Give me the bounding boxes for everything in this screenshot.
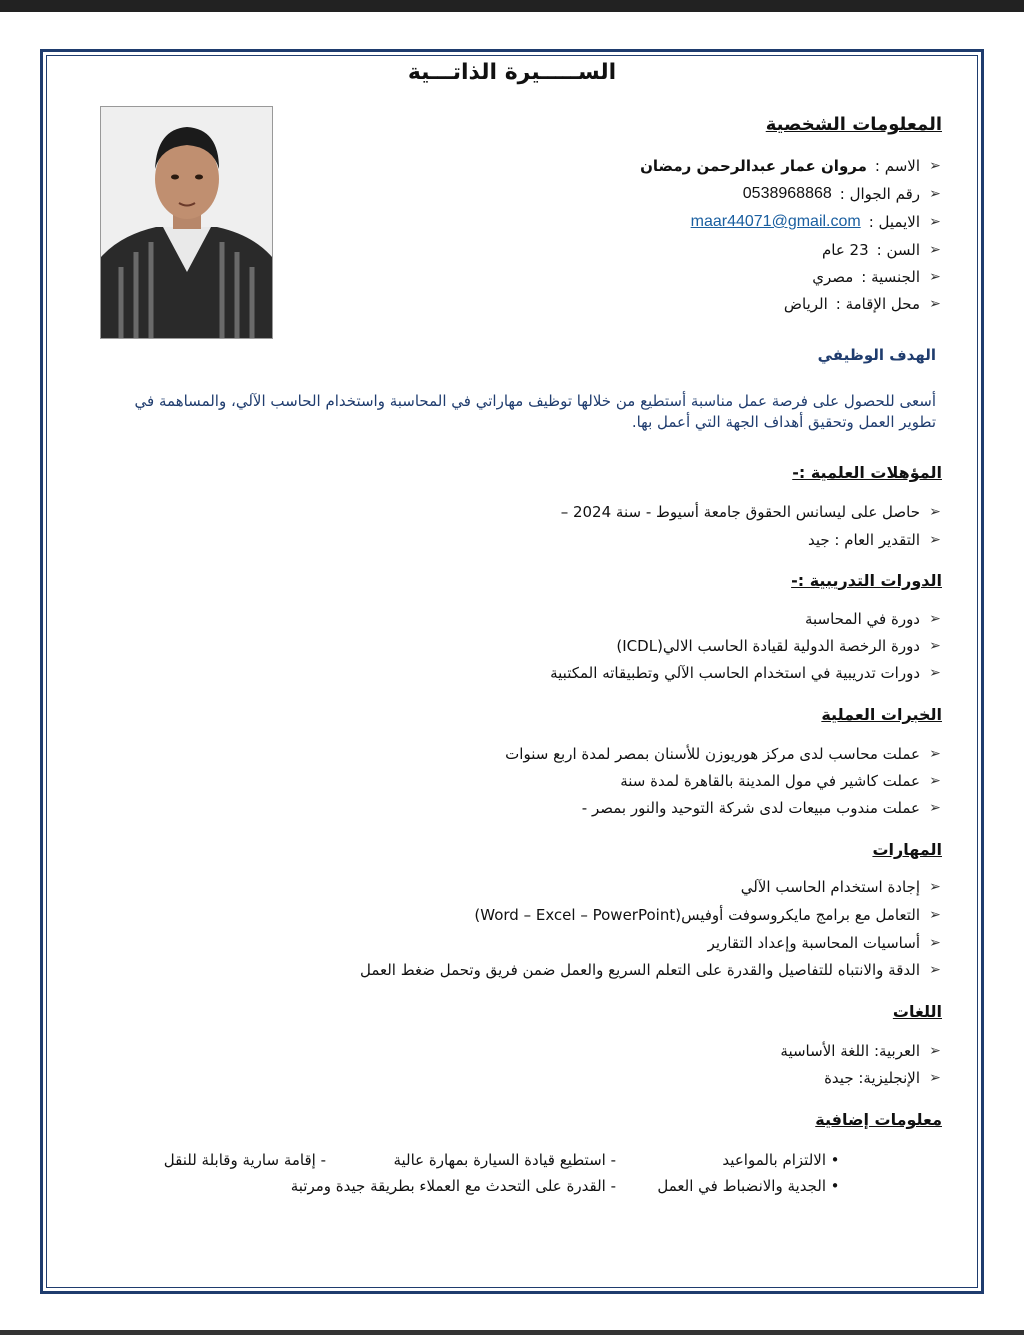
course-text: دورة الرخصة الدولية لقيادة الحاسب الالي(ICDL) bbox=[616, 637, 920, 655]
email-label: الايميل : bbox=[868, 213, 920, 231]
phone-label: رقم الجوال : bbox=[839, 185, 920, 203]
extra-item: - القدرة على التحدث مع العملاء بطريقة جيدة ومرتبة bbox=[290, 1177, 616, 1195]
list-item bbox=[808, 531, 942, 549]
skills-heading: المهارات bbox=[872, 840, 942, 859]
profile-photo bbox=[100, 106, 273, 339]
list-item bbox=[708, 934, 942, 952]
arrow-bullet-icon: ➢ bbox=[929, 611, 941, 627]
residence-value: الرياض bbox=[783, 295, 828, 313]
arrow-bullet-icon: ➢ bbox=[929, 746, 941, 762]
arrow-bullet-icon: ➢ bbox=[929, 296, 941, 312]
arrow-bullet-icon: ➢ bbox=[929, 800, 941, 816]
list-item bbox=[474, 906, 942, 924]
objective-heading: الهدف الوظيفي bbox=[817, 346, 936, 364]
dot-bullet-icon: • bbox=[830, 1177, 840, 1195]
course-text: دورة في المحاسبة bbox=[804, 610, 920, 628]
age-row bbox=[822, 241, 942, 259]
nationality-label: الجنسية : bbox=[861, 268, 920, 286]
list-item bbox=[741, 878, 942, 896]
arrow-bullet-icon: ➢ bbox=[929, 269, 941, 285]
arrow-bullet-icon: ➢ bbox=[929, 504, 941, 520]
arrow-bullet-icon: ➢ bbox=[929, 242, 941, 258]
list-item bbox=[561, 503, 942, 521]
arrow-bullet-icon: ➢ bbox=[929, 532, 941, 548]
extra-item: - إقامة سارية وقابلة للنقل bbox=[163, 1151, 326, 1169]
arrow-bullet-icon: ➢ bbox=[929, 1070, 941, 1086]
qualification-text: التقدير العام : جيد bbox=[807, 531, 920, 549]
skill-text: أساسيات المحاسبة وإعداد التقارير bbox=[707, 934, 920, 952]
experience-text: عملت محاسب لدى مركز هوريوزن للأسنان بمصر لمدة اربع سنوات bbox=[505, 745, 920, 763]
nationality-row bbox=[812, 268, 942, 286]
document-title: الســـــيرة الذاتـــية bbox=[407, 60, 617, 85]
residence-label: محل الإقامة : bbox=[835, 295, 920, 313]
dot-bullet-icon: • bbox=[830, 1151, 840, 1169]
list-item bbox=[582, 799, 942, 817]
list-item bbox=[505, 745, 942, 763]
residence-row bbox=[784, 295, 942, 313]
extra-item: الالتزام بالمواعيد bbox=[722, 1151, 826, 1169]
skill-text: إجادة استخدام الحاسب الآلي bbox=[740, 878, 920, 896]
experience-heading: الخبرات العملية bbox=[821, 705, 942, 724]
extra-item: - استطيع قيادة السيارة بمهارة عالية bbox=[393, 1151, 616, 1169]
bottom-edge-bar bbox=[0, 1330, 1024, 1335]
top-edge-bar bbox=[0, 0, 1024, 12]
arrow-bullet-icon: ➢ bbox=[929, 665, 941, 681]
arrow-bullet-icon: ➢ bbox=[929, 1043, 941, 1059]
name-label: الاسم : bbox=[874, 157, 920, 175]
arrow-bullet-icon: ➢ bbox=[929, 638, 941, 654]
phone-value: 0538968868 bbox=[742, 185, 832, 202]
skill-text: التعامل مع برامج مايكروسوفت أوفيس(Word – Excel – PowerPoint) bbox=[474, 906, 920, 924]
arrow-bullet-icon: ➢ bbox=[929, 158, 941, 174]
list-item bbox=[360, 961, 942, 979]
list-item bbox=[824, 1069, 942, 1087]
name-value: مروان عمار عبدالرحمن رمضان bbox=[640, 157, 867, 175]
email-link[interactable]: maar44071@gmail.com bbox=[690, 213, 861, 230]
qualifications-heading: المؤهلات العلمية :- bbox=[792, 463, 942, 482]
skill-text: الدقة والانتباه للتفاصيل والقدرة على التعلم السريع والعمل ضمن فريق وتحمل ضغط العمل bbox=[359, 961, 920, 979]
arrow-bullet-icon: ➢ bbox=[929, 773, 941, 789]
experience-text: عملت مندوب مبيعات لدى شركة التوحيد والنور بمصر - bbox=[581, 799, 920, 817]
arrow-bullet-icon: ➢ bbox=[929, 879, 941, 895]
arrow-bullet-icon: ➢ bbox=[929, 214, 941, 230]
languages-heading: اللغات bbox=[892, 1002, 942, 1021]
arrow-bullet-icon: ➢ bbox=[929, 935, 941, 951]
courses-heading: الدورات التدريبية :- bbox=[791, 571, 942, 590]
nationality-value: مصري bbox=[812, 268, 854, 286]
list-item bbox=[550, 664, 942, 682]
list-item bbox=[620, 772, 942, 790]
extra-item: الجدية والانضباط في العمل bbox=[657, 1177, 826, 1195]
list-item bbox=[780, 1042, 942, 1060]
age-label: السن : bbox=[876, 241, 920, 259]
list-item bbox=[805, 610, 942, 628]
course-text: دورات تدريبية في استخدام الحاسب الآلي وتطبيقاته المكتبية bbox=[550, 664, 920, 682]
list-item bbox=[616, 637, 942, 655]
phone-row bbox=[743, 185, 942, 203]
arrow-bullet-icon: ➢ bbox=[929, 962, 941, 978]
language-text: الإنجليزية: جيدة bbox=[824, 1069, 920, 1087]
qualification-text: حاصل على ليسانس الحقوق جامعة أسيوط - سنة 2024 – bbox=[560, 503, 920, 521]
experience-text: عملت كاشير في مول المدينة بالقاهرة لمدة سنة bbox=[620, 772, 920, 790]
extra-info-heading: معلومات إضافية bbox=[815, 1110, 942, 1129]
personal-info-heading: المعلومات الشخصية bbox=[765, 114, 942, 135]
extra-info-row-1 bbox=[164, 1151, 844, 1169]
email-row bbox=[691, 213, 942, 231]
language-text: العربية: اللغة الأساسية bbox=[780, 1042, 920, 1060]
name-row bbox=[640, 157, 942, 175]
objective-text: أسعى للحصول على فرصة عمل مناسبة أستطيع من خلالها توظيف مهاراتي في المحاسبة واستخدام الحاسب الآلي، والمساهمة في تطوير العمل وتحقيق أهداف الجهة التي أعمل بها. bbox=[134, 392, 936, 431]
age-value: 23 عام bbox=[821, 241, 869, 259]
arrow-bullet-icon: ➢ bbox=[929, 907, 941, 923]
extra-info-row-2 bbox=[291, 1177, 844, 1195]
arrow-bullet-icon: ➢ bbox=[929, 186, 941, 202]
